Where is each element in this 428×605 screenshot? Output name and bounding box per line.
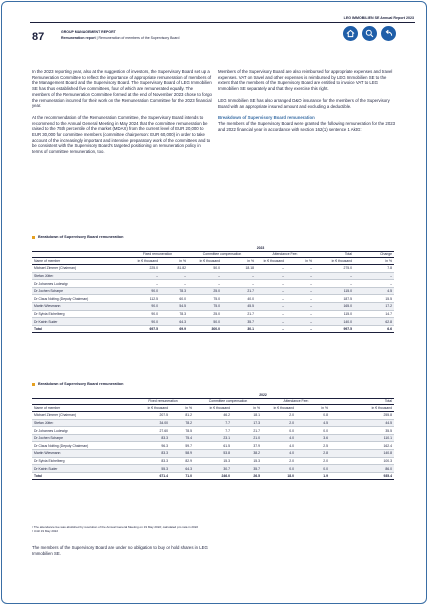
value-cell: – — [286, 272, 314, 280]
table-2022-body — [32, 412, 394, 480]
column-group-header: Fixed remuneration — [132, 398, 194, 404]
value-cell: – — [314, 272, 354, 280]
value-cell: 82.9 — [170, 457, 194, 465]
value-cell: 165.0 — [314, 303, 354, 311]
table-row — [32, 419, 394, 427]
member-name-cell: Stefan Jütte² — [32, 272, 127, 280]
value-cell: 35.7 — [232, 465, 262, 473]
column-group-header: Committee compensation — [194, 398, 262, 404]
value-cell: 21.0 — [232, 434, 262, 442]
value-cell: 246.0 — [194, 472, 232, 480]
column-header: in % — [222, 257, 256, 265]
value-cell: – — [256, 325, 286, 333]
value-cell: 140.8 — [330, 450, 394, 458]
column-header: in € thousand — [330, 404, 394, 412]
value-cell: 69.9 — [160, 325, 188, 333]
paragraph: In the 2023 reporting year, also at the suggestion of investors, the Supervisory Board set up a Remuneration Committee to reflect the importance of appropriate remuneration of members of the Management Board and the Supervisory Board. The Supervisory Board of LEG Immobilien SE has thus established five committees, four of which are remunerated equally. The members of the Remuneration Committee formed at the end of November 2023 chose to forgo the remuneration incurred for their work on the Remuneration Committee for the 2023 financial year. — [32, 69, 212, 109]
member-name-cell: Dr Katrin Suder — [32, 318, 127, 326]
table-row — [32, 427, 394, 435]
footnotes — [32, 525, 198, 534]
breadcrumb — [61, 36, 179, 40]
value-cell: 7.8 — [354, 265, 394, 273]
column-header: in % — [232, 404, 262, 412]
value-cell: – — [127, 272, 160, 280]
value-cell: – — [354, 280, 394, 288]
value-cell: 35.7 — [222, 318, 256, 326]
member-name-cell: Michael Zimmer (Chairman) — [32, 265, 127, 273]
member-name-cell: Total — [32, 472, 132, 480]
value-cell: – — [160, 280, 188, 288]
value-cell: – — [314, 280, 354, 288]
value-cell: 27.60 — [132, 427, 170, 435]
value-cell: 46.2 — [194, 412, 232, 420]
column-group-header: Fixed remuneration — [127, 251, 188, 257]
value-cell: 23.1 — [194, 434, 232, 442]
member-name-cell: Michael Zimmer (Chairman) — [32, 412, 132, 420]
column-header: in € thousand — [188, 257, 222, 265]
table-row — [32, 295, 394, 303]
value-cell: 90.0 — [127, 310, 160, 318]
value-cell: 115.0 — [314, 287, 354, 295]
closing-paragraph: The members of the Supervisory Board are under no obligation to buy or hold shares in LEG Immobilien SE. — [32, 545, 208, 556]
value-cell: 37.9 — [232, 442, 262, 450]
member-name-cell: Martin Wiesmann — [32, 303, 127, 311]
value-cell: – — [286, 325, 314, 333]
value-cell: 62.8 — [354, 318, 394, 326]
value-cell: 61.5 — [194, 442, 232, 450]
value-cell: 207.5 — [132, 412, 170, 420]
value-cell: 3.6 — [296, 434, 330, 442]
value-cell: 25.0 — [188, 287, 222, 295]
column-header: in € thousand — [132, 404, 170, 412]
member-name-cell: Dr Johannes Ludewig² — [32, 427, 132, 435]
right-column — [218, 69, 398, 138]
value-cell: 15.3 — [194, 457, 232, 465]
value-cell: 83.3 — [132, 457, 170, 465]
bullet-icon — [32, 236, 35, 239]
table-2023-title: Breakdown of Supervisory Board remuneration — [32, 235, 123, 239]
header-rule — [30, 22, 415, 23]
value-cell: 81.2 — [170, 412, 194, 420]
value-cell: – — [256, 272, 286, 280]
value-cell: – — [354, 272, 394, 280]
value-cell: – — [286, 265, 314, 273]
value-cell: 78.3 — [160, 287, 188, 295]
value-cell: 78.2 — [170, 419, 194, 427]
breadcrumb-subsection[interactable]: Remuneration report — [61, 36, 96, 40]
value-cell: – — [286, 310, 314, 318]
value-cell: 4.5 — [354, 287, 394, 295]
value-cell: 0.8 — [296, 412, 330, 420]
value-cell: 25.0 — [188, 310, 222, 318]
value-cell: 997.5 — [314, 325, 354, 333]
value-cell: 2.0 — [262, 412, 296, 420]
value-cell: 2.0 — [296, 457, 330, 465]
value-cell: – — [256, 303, 286, 311]
value-cell: 34.00 — [132, 419, 170, 427]
value-cell: 64.3 — [160, 318, 188, 326]
column-group-header: Attendance Fee¹ — [262, 398, 330, 404]
column-group-header: Change — [354, 251, 394, 257]
value-cell: – — [286, 303, 314, 311]
column-header: in % — [296, 404, 330, 412]
table-year: 2022 — [132, 392, 394, 398]
value-cell: – — [256, 280, 286, 288]
column-header: in % — [160, 257, 188, 265]
value-cell: 83.3 — [132, 450, 170, 458]
value-cell: 30.7 — [194, 465, 232, 473]
table-total-row — [32, 325, 394, 333]
value-cell: 96.3 — [132, 442, 170, 450]
table-total-row — [32, 472, 394, 480]
value-cell: 81.82 — [160, 265, 188, 273]
table-row — [32, 272, 394, 280]
value-cell: 17.3 — [232, 419, 262, 427]
table-row — [32, 465, 394, 473]
member-name-cell: Dr Jochen Scharpe — [32, 434, 132, 442]
column-header: in € thousand — [262, 404, 296, 412]
column-header: in % — [170, 404, 194, 412]
column-header: in € thousand — [314, 257, 354, 265]
member-name-cell: Dr Claus Nolting (Deputy Chairman) — [32, 442, 132, 450]
value-cell: 78.5 — [170, 427, 194, 435]
value-cell: – — [256, 310, 286, 318]
value-cell: 0.0 — [296, 465, 330, 473]
value-cell: 75.4 — [170, 434, 194, 442]
table-row — [32, 457, 394, 465]
value-cell: 90.0 — [127, 303, 160, 311]
home-icon — [346, 29, 355, 38]
column-group-header: Attendance Fee¹ — [256, 251, 314, 257]
member-name-cell: Dr Katrin Suder — [32, 465, 132, 473]
value-cell: – — [256, 265, 286, 273]
table-row — [32, 450, 394, 458]
value-cell: 75.0 — [188, 295, 222, 303]
table-2022 — [32, 392, 394, 480]
table-2022-title: Breakdown of Supervisory Board remuneration — [32, 382, 123, 386]
value-cell: 83.3 — [132, 434, 170, 442]
value-cell: 15.3 — [232, 457, 262, 465]
home-button[interactable] — [343, 26, 358, 41]
paragraph: At the recommendation of the Remuneration Committee, the Supervisory Board intends to recommend to the Annual General Meeting in May 2024 that the committee remuneration be raised to the 75th percentile of the market (MDAX) from the current level of EUR 20,000 to EUR 30,000 for committee members (committee chairperson: EUR 60,000) in order to take account of the increasingly important and intensive preparatory work of the committees and to be consistent with the Supervisory Board's targeted positioning on remuneration policy in terms of committee remuneration, too. — [32, 114, 211, 155]
value-cell: 90.0 — [127, 318, 160, 326]
value-cell: 64.3 — [170, 465, 194, 473]
value-cell: 18.1 — [232, 412, 262, 420]
value-cell: 14.7 — [354, 310, 394, 318]
column-header: Name of member — [32, 404, 132, 412]
back-button[interactable] — [381, 26, 396, 41]
value-cell: – — [188, 272, 222, 280]
value-cell: 4.0 — [262, 442, 296, 450]
value-cell: – — [256, 318, 286, 326]
value-cell: 45.5 — [222, 303, 256, 311]
section-heading: Breakdown of Supervisory Board remuneration — [218, 115, 315, 121]
value-cell: 110.1 — [330, 434, 394, 442]
value-cell: 35.5 — [330, 427, 394, 435]
column-group-header: Total — [330, 398, 394, 404]
value-cell: 59.7 — [170, 442, 194, 450]
value-cell: 18.0 — [262, 472, 296, 480]
value-cell: 4.5 — [296, 419, 330, 427]
column-header: in % — [286, 257, 314, 265]
value-cell: 275.0 — [314, 265, 354, 273]
value-cell: 187.5 — [314, 295, 354, 303]
value-cell: 255.8 — [330, 412, 394, 420]
value-cell: – — [160, 272, 188, 280]
value-cell: 54.5 — [160, 303, 188, 311]
value-cell: 2.0 — [262, 457, 296, 465]
value-cell: 60.0 — [160, 295, 188, 303]
value-cell: 86.0 — [330, 465, 394, 473]
paragraph: LEG Immobilien SE has also arranged D&O insurance for the members of the Supervisory Board with an appropriate insured amount and excluding a deductible. — [218, 97, 390, 109]
value-cell: – — [256, 295, 286, 303]
value-cell: 2.5 — [296, 442, 330, 450]
value-cell: 50.0 — [188, 265, 222, 273]
value-cell: – — [286, 287, 314, 295]
member-name-cell: Dr Sylvia Eichelberg — [32, 457, 132, 465]
table-row — [32, 280, 394, 288]
value-cell: 697.5 — [127, 325, 160, 333]
value-cell: 7.7 — [194, 427, 232, 435]
member-name-cell: Dr Sylvia Eichelberg — [32, 310, 127, 318]
table-row — [32, 318, 394, 326]
value-cell: 21.7 — [222, 310, 256, 318]
value-cell: – — [127, 280, 160, 288]
value-cell: 53.8 — [194, 450, 232, 458]
value-cell: 75.0 — [188, 303, 222, 311]
value-cell: – — [222, 280, 256, 288]
value-cell: – — [188, 280, 222, 288]
column-header: in € thousand — [256, 257, 286, 265]
column-header: in € thousand — [127, 257, 160, 265]
paragraph: Members of the Supervisory Board are also reimbursed for appropriate expenses and travel expenses. VAT on travel and other expenses is reimbursed by LEG Immobilien SE to the extent that the members of the Supervisory Board are entitled to invoice VAT to LEG Immobilien SE separately and that they exercise this right. — [218, 69, 393, 92]
table-2023-body — [32, 265, 394, 333]
value-cell: 100.3 — [330, 457, 394, 465]
page-number: 87 — [32, 31, 45, 43]
value-cell: – — [286, 295, 314, 303]
bullet-icon — [32, 383, 35, 386]
value-cell: 26.5 — [232, 472, 262, 480]
breadcrumb-section: GROUP MANAGEMENT REPORT — [61, 30, 116, 34]
footnote: ¹ The attendance fee was abolished by resolution of the Annual General Meeting on 19 May 2022; calculated pro rata in 2022 — [32, 525, 199, 529]
left-column — [32, 69, 212, 161]
column-group-header: Total — [314, 251, 354, 257]
value-cell: 7.7 — [194, 419, 232, 427]
member-name-cell: Stefan Jütte² — [32, 419, 132, 427]
table-2023 — [32, 245, 394, 333]
value-cell: 671.4 — [132, 472, 170, 480]
back-icon — [384, 29, 393, 38]
value-cell: 17.2 — [354, 303, 394, 311]
value-cell: 162.4 — [330, 442, 394, 450]
column-group-header: Committee compensation — [188, 251, 256, 257]
member-name-cell: Dr Jochen Scharpe — [32, 287, 127, 295]
value-cell: 300.0 — [188, 325, 222, 333]
value-cell: 6.6 — [354, 325, 394, 333]
value-cell: 30.1 — [222, 325, 256, 333]
value-cell: 38.2 — [232, 450, 262, 458]
value-cell: 21.7 — [222, 287, 256, 295]
member-name-cell: Martin Wiesmann — [32, 450, 132, 458]
value-cell: 4.0 — [262, 450, 296, 458]
member-name-cell: Dr Johannes Ludewig² — [32, 280, 127, 288]
table-row — [32, 434, 394, 442]
value-cell: 140.0 — [314, 318, 354, 326]
value-cell: 40.0 — [222, 295, 256, 303]
member-name-cell: Total — [32, 325, 127, 333]
value-cell: 18.18 — [222, 265, 256, 273]
table-row — [32, 265, 394, 273]
value-cell: 0.0 — [262, 465, 296, 473]
value-cell: 1.9 — [296, 472, 330, 480]
value-cell: 44.5 — [330, 419, 394, 427]
value-cell: 2.8 — [296, 450, 330, 458]
value-cell: 115.0 — [314, 310, 354, 318]
value-cell: – — [256, 287, 286, 295]
column-header: Name of member — [32, 257, 127, 265]
column-header: in % — [354, 257, 394, 265]
value-cell: 50.0 — [188, 318, 222, 326]
value-cell: 15.5 — [354, 295, 394, 303]
value-cell: 21.7 — [232, 427, 262, 435]
table-row — [32, 303, 394, 311]
table-row — [32, 287, 394, 295]
value-cell: 78.3 — [160, 310, 188, 318]
report-name: LEG IMMOBILIEN SE Annual Report 2023 — [343, 16, 414, 20]
value-cell: 90.0 — [127, 287, 160, 295]
value-cell: – — [286, 280, 314, 288]
value-cell: 4.0 — [262, 434, 296, 442]
search-icon — [365, 29, 374, 38]
search-button[interactable] — [362, 26, 377, 41]
breadcrumb-current: | Remuneration of members of the Supervisory Board — [95, 36, 180, 40]
value-cell: 0.0 — [262, 427, 296, 435]
value-cell: 55.3 — [132, 465, 170, 473]
value-cell: 2.0 — [262, 419, 296, 427]
value-cell: – — [286, 318, 314, 326]
value-cell: 112.5 — [127, 295, 160, 303]
table-row — [32, 310, 394, 318]
value-cell: 58.9 — [170, 450, 194, 458]
value-cell: 71.0 — [170, 472, 194, 480]
value-cell: 0.0 — [296, 427, 330, 435]
value-cell: – — [222, 272, 256, 280]
value-cell: 935.4 — [330, 472, 394, 480]
paragraph: The members of the Supervisory Board were granted the following remuneration for the 2023 and 2022 financial year in accordance with section 162(1) sentence 1 AktG: — [218, 120, 395, 132]
footnote: ² Until 19 May 2022 — [32, 529, 59, 534]
table-row — [32, 412, 394, 420]
member-name-cell: Dr Claus Nolting (Deputy Chairman) — [32, 295, 127, 303]
value-cell: 225.0 — [127, 265, 160, 273]
column-header: in € thousand — [194, 404, 232, 412]
table-row — [32, 442, 394, 450]
table-year: 2023 — [127, 245, 394, 251]
